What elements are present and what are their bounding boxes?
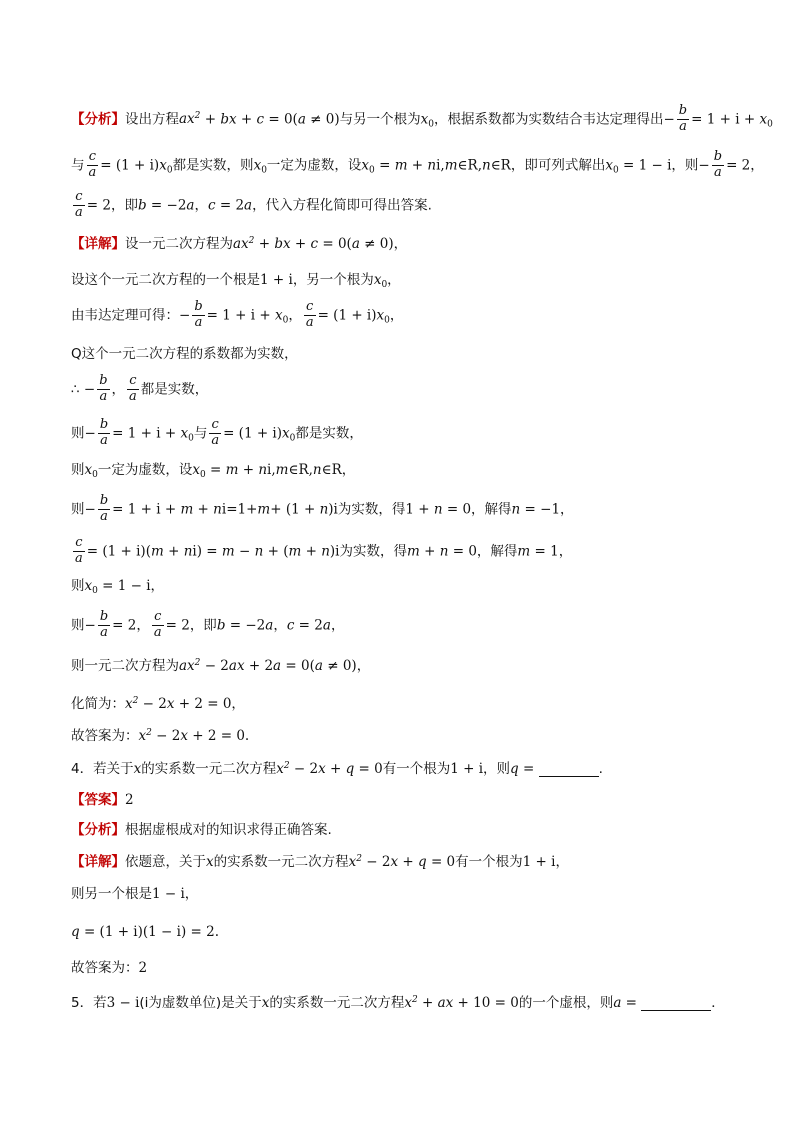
q4-final: 故答案为：2 bbox=[71, 960, 148, 976]
detail-line-11: 则− $\frac{b}{a}$ = 2， $\frac{c}{a}$ = 2，即b = −2a，c = 2a， bbox=[71, 609, 345, 640]
analysis-tag: 【分析】 bbox=[71, 111, 125, 128]
analysis-line-3: $\frac{c}{a}$ = 2，即b = −2a，c = 2a，代入方程化简即可得出答案. bbox=[75, 189, 432, 220]
detail-line-5: ∴ − $\frac{b}{a}$ ， $\frac{c}{a}$ 都是实数， bbox=[71, 373, 209, 404]
detail-tag-q4: 【详解】 bbox=[71, 854, 125, 870]
analysis-tag-q4: 【分析】 bbox=[71, 822, 125, 838]
answer-tag: 【答案】 bbox=[71, 792, 125, 808]
q4-answer: 【答案】2 bbox=[71, 792, 134, 808]
detail-line-1: 【详解】设一元二次方程为$ax^2$ + bx + c = 0(a ≠ 0)， bbox=[71, 236, 408, 252]
q4-detail-line-2: 则另一个根是1 − i， bbox=[71, 886, 199, 902]
detail-line-2: 设这个一元二次方程的一个根是1 + i，另一个根为$x_0$， bbox=[71, 272, 401, 290]
detail-line-6: 则− $\frac{b}{a}$ = $1 + i + x_0$与 $\frac{c}{a}$ = $(1 + i)x_0$都是实数， bbox=[71, 417, 363, 448]
detail-line-8: 则− $\frac{b}{a}$ = 1 + i + m + ni=1+m+ (1 + n)i为实数，得1 + n = 0，解得n = −1， bbox=[71, 493, 574, 524]
answer-blank-q5[interactable] bbox=[641, 994, 711, 1011]
answer-blank-q4[interactable] bbox=[539, 760, 599, 777]
detail-line-10: 则$x_0 = 1 - i$， bbox=[71, 578, 165, 596]
detail-line-14: 故答案为：$x^2 - 2x + 2 = 0$. bbox=[71, 728, 250, 744]
detail-line-7: 则$x_0$一定为虚数，设$x_0 = m$ + ni,m∈R,n∈R， bbox=[71, 462, 356, 480]
q4-detail-line-3: q = (1 + i)(1 − i) = 2. bbox=[71, 924, 219, 940]
detail-line-9: $\frac{c}{a}$ = (1 + i)(m + ni) = m − n + (m + n)i为实数，得m + n = 0，解得m = 1， bbox=[75, 535, 573, 566]
detail-line-12: 则一元二次方程为$ax^2 - 2ax + 2a = 0(a \ne 0)$， bbox=[71, 658, 371, 674]
q4-detail-line-1: 【详解】依题意，关于x的实系数一元二次方程$x^2 - 2x + q = 0$有一个根为1 + i， bbox=[71, 854, 569, 870]
question-4: 4．若关于x的实系数一元二次方程$x^2 - 2x + q = 0$有一个根为1 + i，则q = . bbox=[71, 761, 603, 777]
detail-line-13: 化简为：$x^2 - 2x + 2 = 0$， bbox=[71, 696, 245, 712]
detail-line-4: Q这个一元二次方程的系数都为实数， bbox=[71, 346, 298, 362]
question-5: 5．若3 − i(i为虚数单位)是关于x的实系数一元二次方程$x^2$ + ax + 10 = 0的一个虚根，则a = ． bbox=[71, 995, 725, 1011]
detail-tag: 【详解】 bbox=[71, 236, 125, 252]
analysis-line-2: 与 $\frac{c}{a}$ = $(1 + i)x_0$都是实数，则$x_0$一定为虚数，设$x_0 = m$ + ni,m∈R,n∈R，即可列式解出$x_0 = 1 - i$，则− $\frac{b}{a}$ = 2， bbox=[71, 149, 764, 180]
detail-line-3: 由韦达定理可得：− $\frac{b}{a}$ = $1 + i + x_0$， $\frac{c}{a}$ = $(1 + i)x_0$， bbox=[71, 299, 404, 330]
analysis-line-1: 【分析】设出方程$ax^2$ + bx + c = 0(a ≠ 0)与另一个根为$x_0$，根据系数都为实数结合韦达定理得出− $\frac{b}{a}$ = $1 + i + x_0$ bbox=[71, 103, 773, 134]
q4-analysis: 【分析】根据虚根成对的知识求得正确答案. bbox=[71, 822, 332, 838]
